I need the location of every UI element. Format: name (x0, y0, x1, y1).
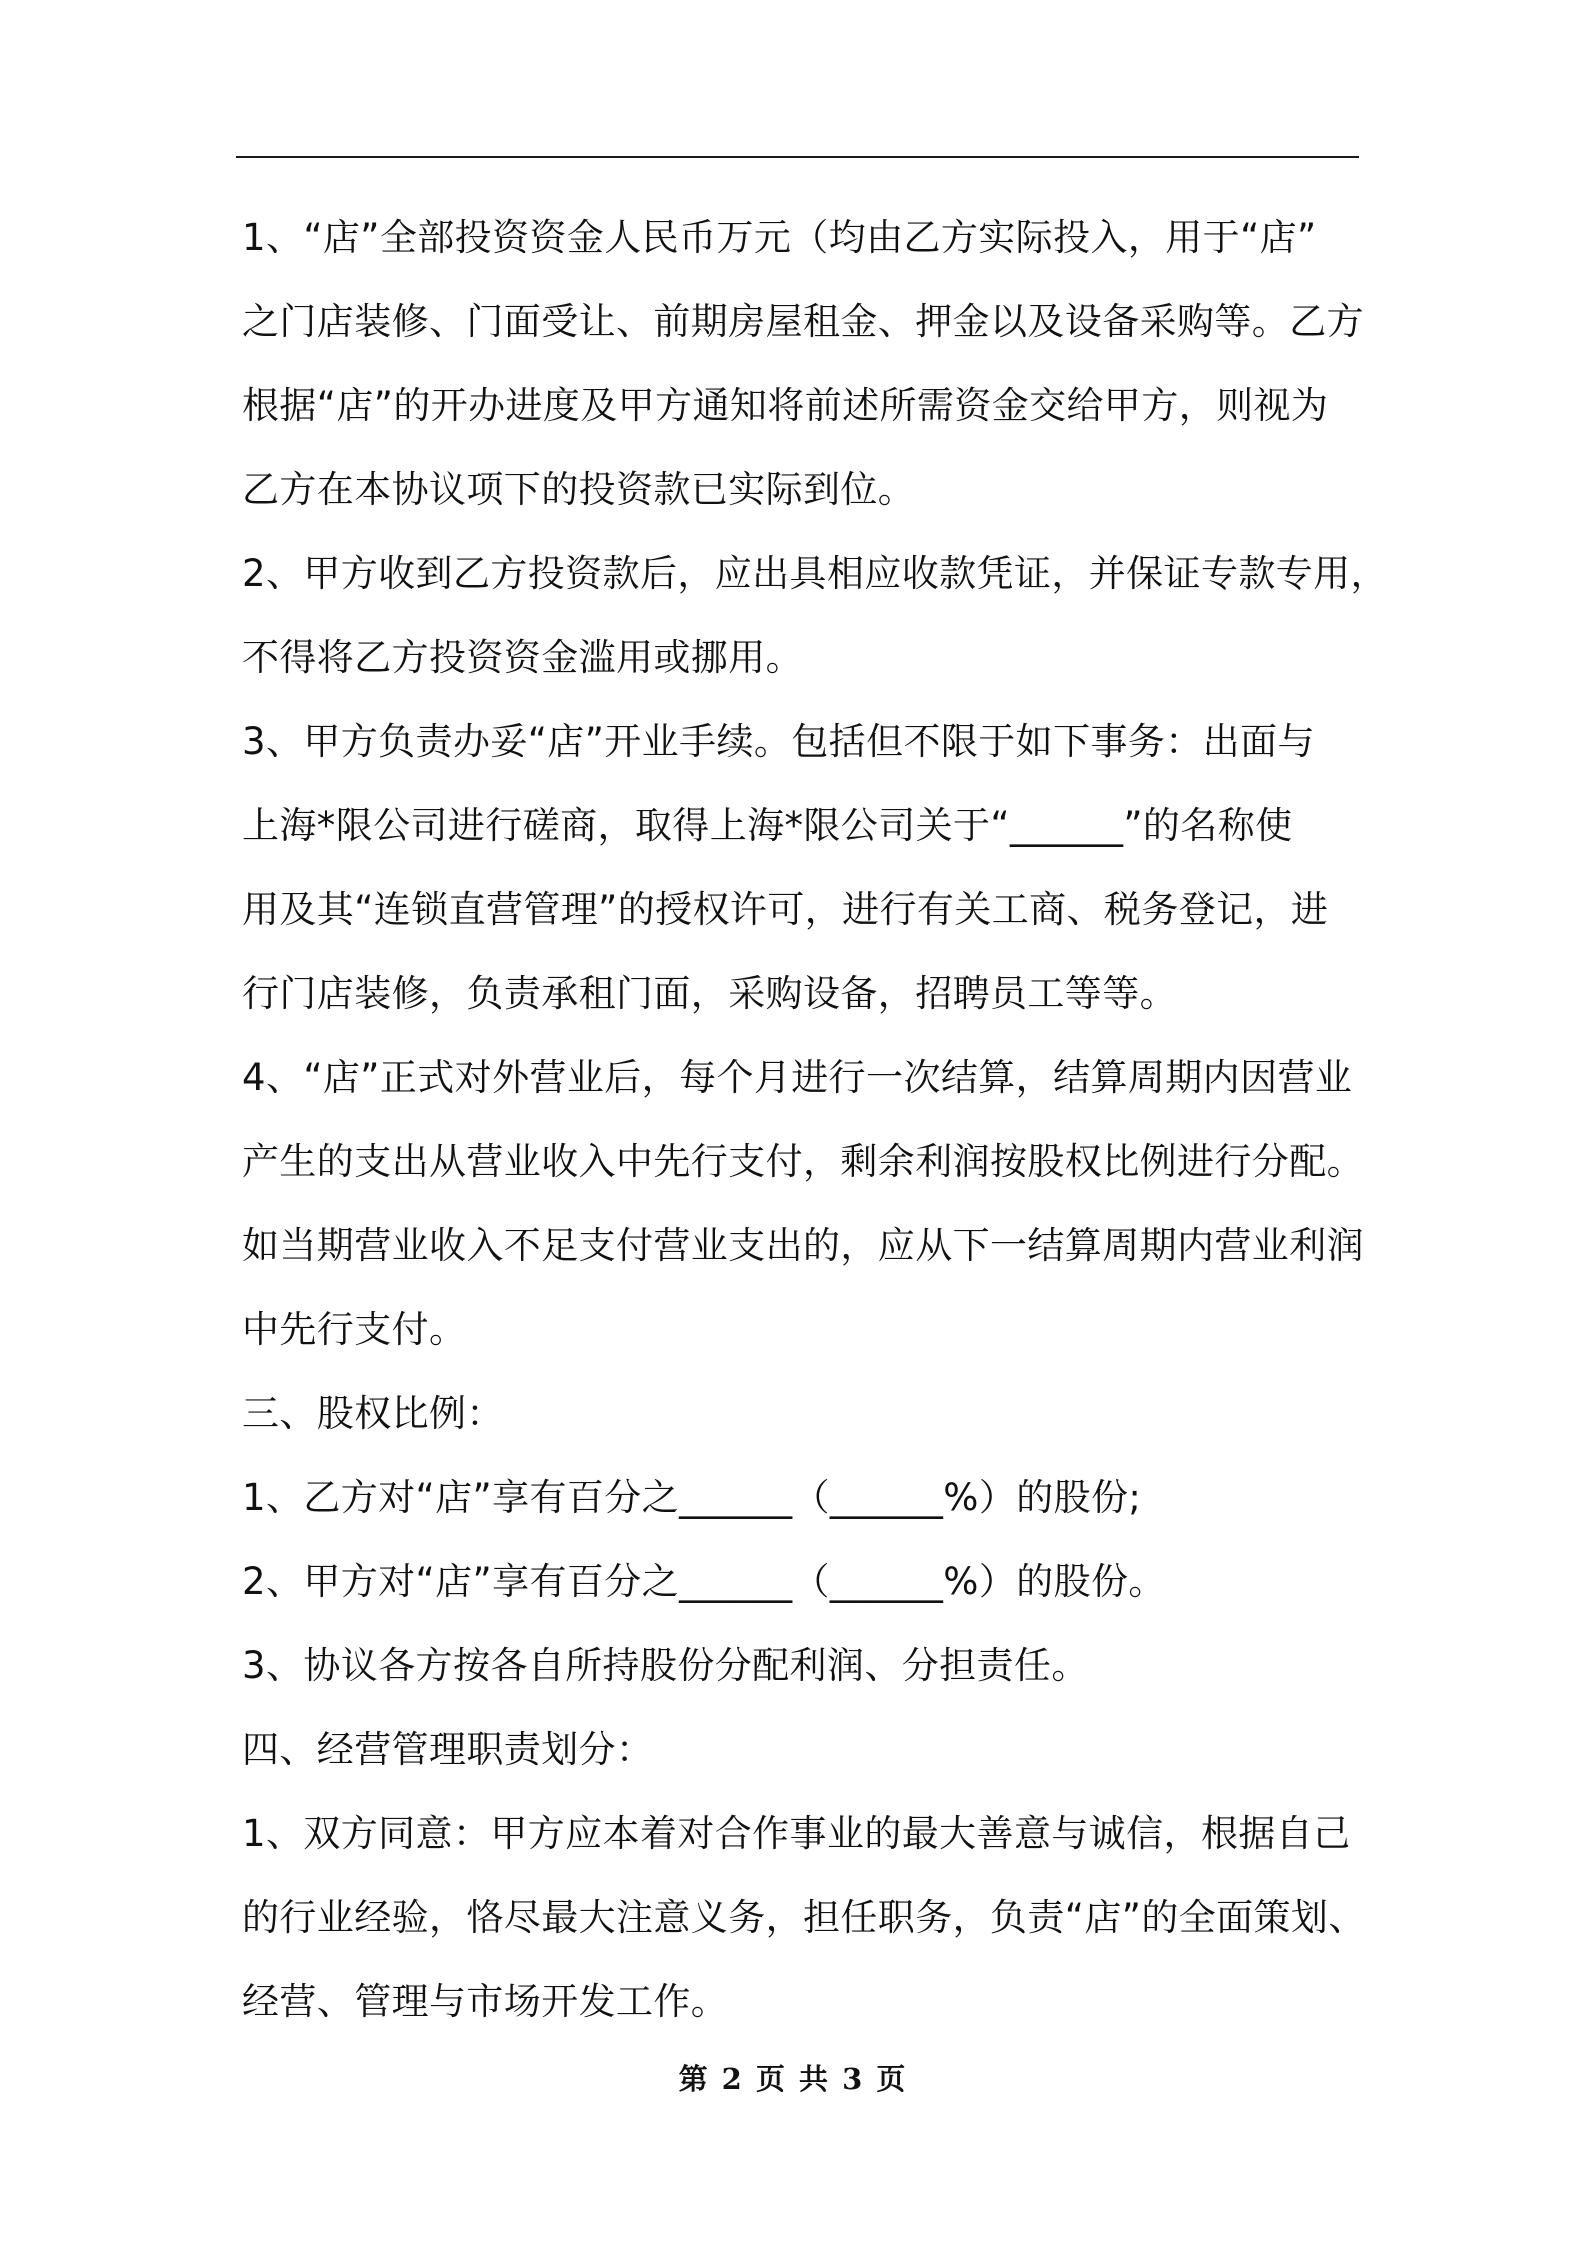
text-line: 1、“店”全部投资资金人民币万元（均由乙方实际投入，用于“店” (242, 216, 1317, 259)
header-rule (236, 156, 1359, 158)
text-line: 产生的支出从营业收入中先行支付，剩余利润按股权比例进行分配。 (242, 1140, 1364, 1183)
page-footer: 第 2 页 共 3 页 (678, 2062, 908, 2096)
text-line: 乙方在本协议项下的投资款已实际到位。 (242, 468, 916, 511)
section-heading: 三、股权比例： (242, 1392, 504, 1435)
text-line: 2、甲方收到乙方投资款后，应出具相应收款凭证，并保证专款专用， (242, 552, 1388, 595)
text-line: 不得将乙方投资资金滥用或挪用。 (242, 636, 803, 679)
text-line: 1、双方同意：甲方应本着对合作事业的最大善意与诚信，根据自己 (242, 1812, 1351, 1855)
text-line: 用及其“连锁直营管理”的授权许可，进行有关工商、税务登记，进 (242, 888, 1329, 931)
text-line: 中先行支付。 (242, 1308, 467, 1351)
text-line: 如当期营业收入不足支付营业支出的，应从下一结算周期内营业利润 (242, 1224, 1364, 1267)
text-line: 3、协议各方按各自所持股份分配利润、分担责任。 (242, 1644, 1089, 1687)
text-line: 2、甲方对“店”享有百分之______（______%）的股份。 (242, 1560, 1166, 1603)
text-line: 之门店装修、门面受让、前期房屋租金、押金以及设备采购等。乙方 (242, 300, 1364, 343)
section-heading: 四、经营管理职责划分： (242, 1728, 654, 1771)
text-line: 上海*限公司进行磋商，取得上海*限公司关于“______”的名称使 (242, 804, 1293, 847)
text-line: 根据“店”的开办进度及甲方通知将前述所需资金交给甲方，则视为 (242, 384, 1329, 427)
text-line: 3、甲方负责办妥“店”开业手续。包括但不限于如下事务：出面与 (242, 720, 1315, 763)
text-line: 经营、管理与市场开发工作。 (242, 1980, 729, 2023)
text-line: 的行业经验，恪尽最大注意义务，担任职务，负责“店”的全面策划、 (242, 1896, 1366, 1939)
text-line: 1、乙方对“店”享有百分之______（______%）的股份; (242, 1476, 1142, 1519)
document-body (242, 196, 1388, 2044)
text-line: 4、“店”正式对外营业后，每个月进行一次结算，结算周期内因营业 (242, 1056, 1353, 1099)
text-line: 行门店装修，负责承租门面，采购设备，招聘员工等等。 (242, 972, 1177, 1015)
